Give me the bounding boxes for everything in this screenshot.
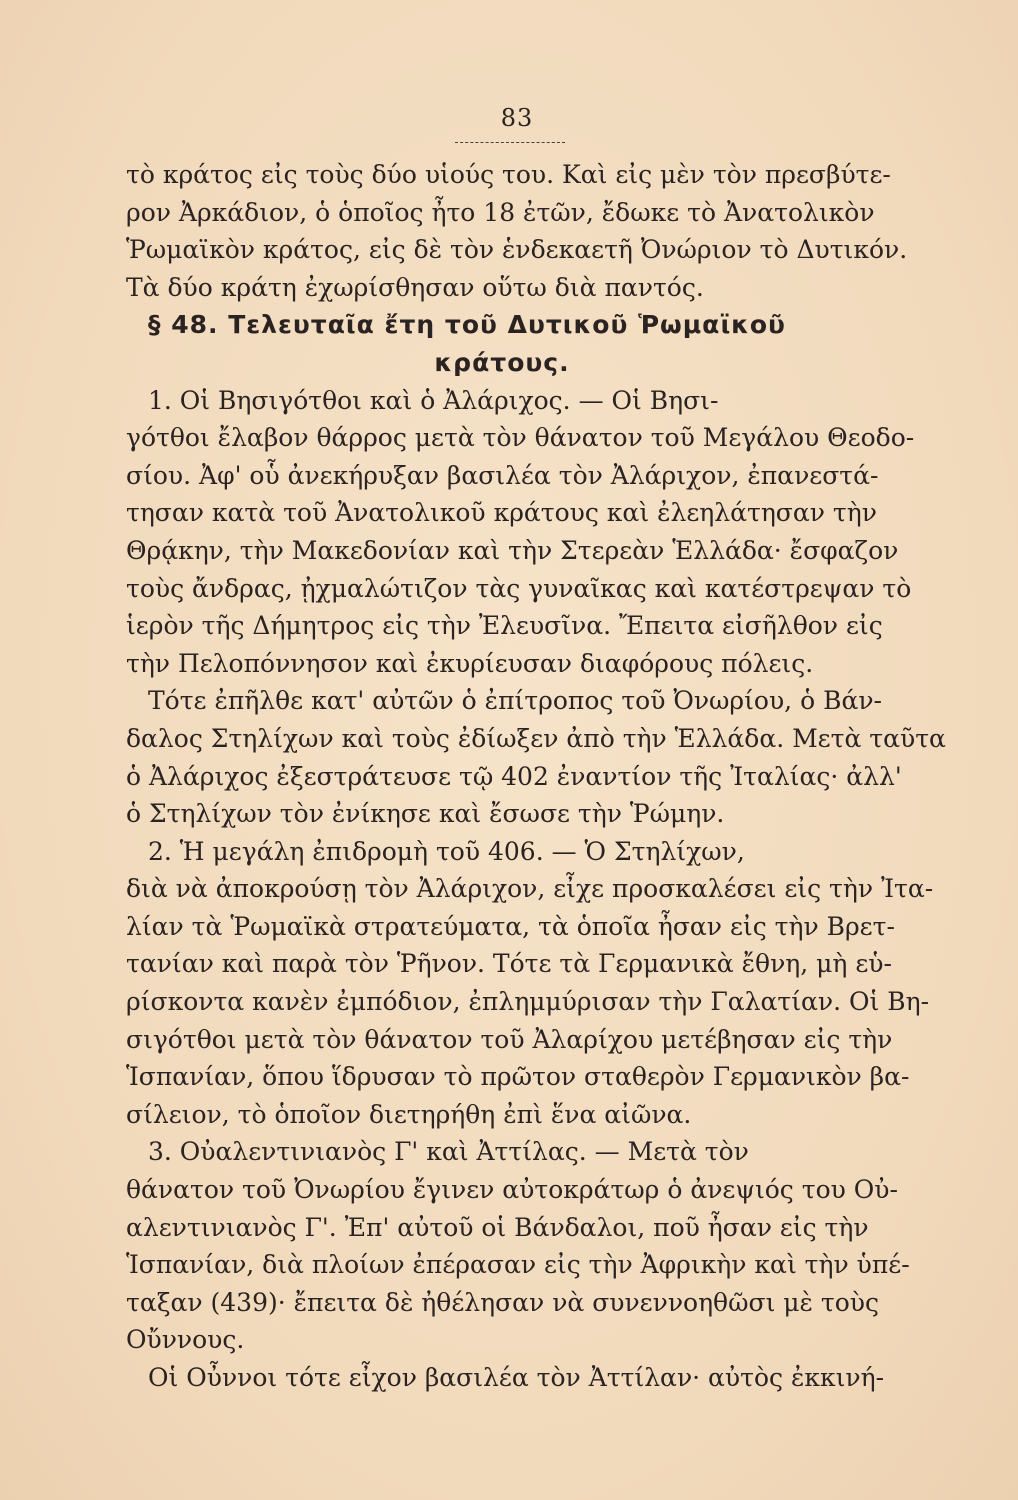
text-line-content: διὰ νὰ ἀποκρούσῃ τὸν Ἀλάριχον, εἶχε προσκαλέσει εἰς τὴν Ἰτα- (126, 874, 934, 904)
text-line-content: Οὔννους. (126, 1325, 245, 1355)
text-line-content: Ἱσπανίαν, ὅπου ἵδρυσαν τὸ πρῶτον σταθερὸν Γερμανικὸν βα- (126, 1062, 910, 1092)
text-line-content: σίλειον, τὸ ὁποῖον διετηρήθη ἐπὶ ἕνα αἰῶνα. (126, 1099, 692, 1129)
text-line (126, 607, 883, 645)
text-line-content: 2. Ἡ μεγάλη ἐπιδρομὴ τοῦ 406. — Ὁ Στηλίχων, (148, 836, 745, 866)
section-heading-continued (126, 344, 878, 382)
text-line (126, 758, 902, 796)
text-line-content: τοὺς ἄνδρας, ᾐχμαλώτιζον τὰς γυναῖκας καὶ κατέστρεψαν τὸ (126, 573, 912, 603)
text-line (126, 908, 895, 946)
text-line-content: λίαν τὰ Ῥωμαϊκὰ στρατεύματα, τὰ ὁποῖα ἦσαν εἰς τὴν Βρετ- (126, 911, 895, 941)
text-line-content: ὁ Στηλίχων τὸν ἐνίκησε καὶ ἔσωσε τὴν Ῥώμην. (126, 799, 725, 829)
text-line-content: Τότε ἐπῆλθε κατ' αὐτῶν ὁ ἐπίτροπος τοῦ Ὀνωρίου, ὁ Βάν- (148, 686, 882, 716)
text-line-content: θάνατον τοῦ Ὀνωρίου ἔγινεν αὐτοκράτωρ ὁ ἀνεψιός του Οὐ- (126, 1175, 898, 1205)
text-line-content: ὁ Ἀλάριχος ἐξεστράτευσε τῷ 402 ἐναντίον τῆς Ἰταλίας· ἀλλ' (126, 761, 902, 791)
text-line-content: Οἱ Οὖννοι τότε εἶχον βασιλέα τὸν Ἀττίλαν· αὐτὸς ἐκκινή- (148, 1363, 885, 1392)
text-line-content: 1. Οἱ Βησιγότθοι καὶ ὁ Ἀλάριχος. — Οἱ Βησι- (148, 385, 719, 415)
body-text (126, 156, 946, 1397)
text-line-content: σιγότθοι μετὰ τὸν θάνατον τοῦ Ἀλαρίχου μετέβησαν εἰς τὴν (126, 1024, 893, 1054)
text-line-content: ταξαν (439)· ἔπειτα δὲ ἠθέλησαν νὰ συνεννοηθῶσι μὲ τοὺς (126, 1287, 880, 1317)
text-line-content: τὸ κράτος εἰς τοὺς δύο υἱούς του. Καὶ εἰς μὲν τὸν πρεσβύτε- (126, 160, 891, 189)
text-line (126, 682, 882, 720)
text-line (126, 231, 908, 269)
text-line-content: Ἱσπανίαν, διὰ πλοίων ἐπέρασαν εἰς τὴν Ἀφρικὴν καὶ τὴν ὑπέ- (126, 1250, 910, 1280)
text-line-content: 3. Οὐαλεντινιανὸς Γ' καὶ Ἀττίλας. — Μετὰ τὸν (148, 1137, 749, 1167)
text-line (126, 419, 915, 457)
text-line (126, 1021, 893, 1059)
section-heading-text: κράτους. (434, 347, 570, 377)
text-line-content: ρον Ἀρκάδιον, ὁ ὁποῖος ἦτο 18 ἐτῶν, ἔδωκε τὸ Ἀνατολικὸν (126, 197, 875, 227)
text-line (126, 1171, 898, 1209)
text-line-content: δαλος Στηλίχων καὶ τοὺς ἐδίωξεν ἀπὸ τὴν Ἑλλάδα. Μετὰ ταῦτα (126, 723, 946, 753)
text-line (126, 1058, 910, 1096)
text-line-content: σίου. Ἀφ' οὗ ἀνεκήρυξαν βασιλέα τὸν Ἀλάριχον, ἐπανεστά- (126, 460, 879, 490)
section-heading (126, 306, 878, 344)
text-line (126, 194, 878, 232)
subsection-line (126, 833, 878, 871)
text-line (126, 1359, 885, 1397)
text-line (126, 1246, 910, 1284)
text-line (126, 945, 892, 983)
text-line-content: ἱερὸν τῆς Δήμητρος εἰς τὴν Ἐλευσῖνα. Ἔπειτα εἰσῆλθον εἰς (126, 611, 883, 641)
text-line (126, 457, 878, 495)
text-line (126, 532, 899, 570)
subsection-line (126, 1133, 878, 1171)
text-line (126, 645, 878, 683)
text-line (126, 1321, 878, 1359)
text-line (126, 156, 891, 194)
page-number-rule (455, 142, 565, 143)
text-line (126, 983, 930, 1021)
text-line-content: Τὰ δύο κράτη ἐχωρίσθησαν οὕτω διὰ παντός. (126, 272, 704, 302)
text-line-content: τὴν Πελοπόννησον καὶ ἐκυρίευσαν διαφόρους πόλεις. (126, 648, 814, 678)
text-line (126, 1096, 878, 1134)
text-line-content: Θρᾴκην, τὴν Μακεδονίαν καὶ τὴν Στερεὰν Ἑλλάδα· ἔσφαζον (126, 535, 899, 565)
text-line (126, 1209, 878, 1247)
text-line (126, 494, 878, 532)
text-line-content: Ῥωμαϊκὸν κράτος, εἰς δὲ τὸν ἑνδεκαετῆ Ὀνώριον τὸ Δυτικόν. (126, 235, 908, 265)
section-heading-text: § 48. Τελευταῖα ἔτη τοῦ Δυτικοῦ Ῥωμαϊκοῦ (148, 310, 786, 340)
text-line (126, 795, 878, 833)
subsection-line (126, 382, 878, 420)
text-line (126, 570, 912, 608)
text-line-content: αλεντινιανὸς Γ'. Ἐπ' αὐτοῦ οἱ Βάνδαλοι, ποῦ ἦσαν εἰς τὴν (126, 1212, 869, 1242)
text-line (126, 720, 946, 758)
page-number: 83 (500, 104, 534, 132)
text-line (126, 870, 934, 908)
text-line-content: γότθοι ἔλαβον θάρρος μετὰ τὸν θάνατον τοῦ Μεγάλου Θεοδο- (126, 423, 915, 453)
text-line-content: ρίσκοντα κανὲν ἐμπόδιον, ἐπλημμύρισαν τὴν Γαλατίαν. Οἱ Βη- (126, 987, 930, 1017)
text-line-content: τανίαν καὶ παρὰ τὸν Ῥῆνον. Τότε τὰ Γερμανικὰ ἔθνη, μὴ εὑ- (126, 949, 892, 979)
text-line (126, 269, 878, 307)
text-line (126, 1284, 878, 1322)
text-line-content: τησαν κατὰ τοῦ Ἀνατολικοῦ κράτους καὶ ἐλεηλάτησαν τὴν (126, 498, 877, 528)
